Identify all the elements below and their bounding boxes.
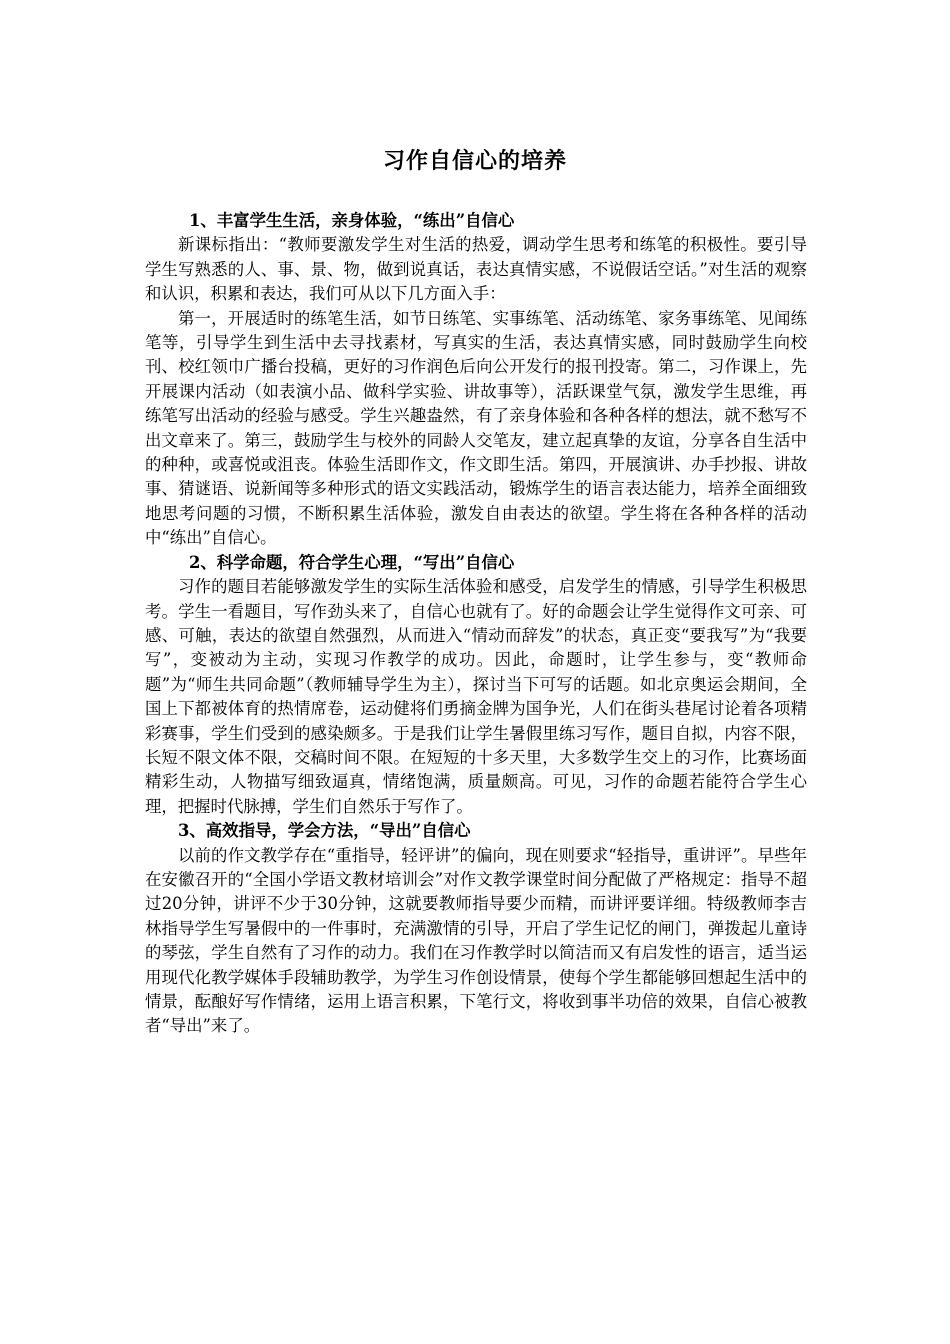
document-body [145,209,807,1039]
section-2-paragraph-1: 习作的题目若能够激发学生的实际生活体验和感受，启发学生的情感，引导学生积极思考。学生一看题目，写作劲头来了，自信心也就有了。好的命题会让学生觉得作文可亲、可感、可触，表达的欲望自然强烈，从而进入“情动而辞发”的状态，真正变“要我写”为“我要写”，变被动为主动，实现习作教学的成功。因此，命题时，让学生参与，变“教师命题”为“师生共同命题”（教师辅导学生为主），探讨当下可写的话题。如北京奥运会期间，全国上下都被体育的热情席卷，运动健将们勇摘金牌为国争光，人们在街头巷尾讨论着各项精彩赛事，学生们受到的感染颇多。于是我们让学生暑假里练习写作，题目自拟，内容不限，长短不限文体不限，交稿时间不限。在短短的十多天里，大多数学生交上的习作，比赛场面精彩生动，人物描写细致逼真，情绪饱满，质量颇高。可见，习作的命题若能符合学生心理，把握时代脉搏，学生们自然乐于写作了。 [145,577,807,816]
section-1-paragraph-1: 新课标指出：“教师要激发学生对生活的热爱，调动学生思考和练笔的积极性。要引导学生写熟悉的人、事、景、物，做到说真话，表达真情实感，不说假话空话。”对生活的观察和认识，积累和表达，我们可从以下几方面入手： [145,235,807,304]
document-title: 习作自信心的培养 [382,149,567,174]
section-heading-1: 1、丰富学生生活，亲身体验，“练出”自信心 [189,211,515,230]
section-heading-2: 2、科学命题，符合学生心理，“写出”自信心 [189,552,515,572]
section-heading-3: 3、高效指导，学会方法，“导出”自信心 [178,821,471,841]
section-3-paragraph-1: 以前的作文教学存在“重指导，轻评讲”的偏向，现在则要求“轻指导，重讲评”。早些年在安徽召开的“全国小学语文教材培训会”对作文教学课堂时间分配做了严格规定：指导不超过20分钟，讲评不少于30分钟，这就要教师指导要少而精，而讲评要详细。特级教师李吉林指导学生写暑假中的一件事时，充满激情的引导，开启了学生记忆的闸门，弹拨起儿童诗的琴弦，学生自然有了习作的动力。我们在习作教学时以简洁而又有启发性的语言，适当运用现代化教学媒体手段辅助教学，为学生习作创设情景，使每个学生都能够回想起生活中的情景，酝酿好写作情绪，运用上语言积累，下笔行文，将收到事半功倍的效果，自信心被教者“导出”来了。 [145,845,807,1036]
section-1-paragraph-2: 第一，开展适时的练笔生活，如节日练笔、实事练笔、活动练笔、家务事练笔、见闻练笔等，引导学生到生活中去寻找素材，写真实的生活，表达真情实感，同时鼓励学生向校刊、校红领巾广播台投稿，更好的习作润色后向公开发行的报刊投寄。第二，习作课上，先开展课内活动（如表演小品、做科学实验、讲故事等），活跃课堂气氛，激发学生思维，再练笔写出活动的经验与感受。学生兴趣盎然，有了亲身体验和各种各样的想法，就不愁写不出文章来了。第三，鼓励学生与校外的同龄人交笔友，建立起真挚的友谊，分享各自生活中的种种，或喜悦或沮丧。体验生活即作文，作文即生活。第四，开展演讲、办手抄报、讲故事、猜谜语、说新闻等多种形式的语文实践活动，锻炼学生的语言表达能力，培养全面细致地思考问题的习惯，不断积累生活体验，激发自由表达的欲望。学生将在各种各样的活动中“练出”自信心。 [145,308,807,548]
